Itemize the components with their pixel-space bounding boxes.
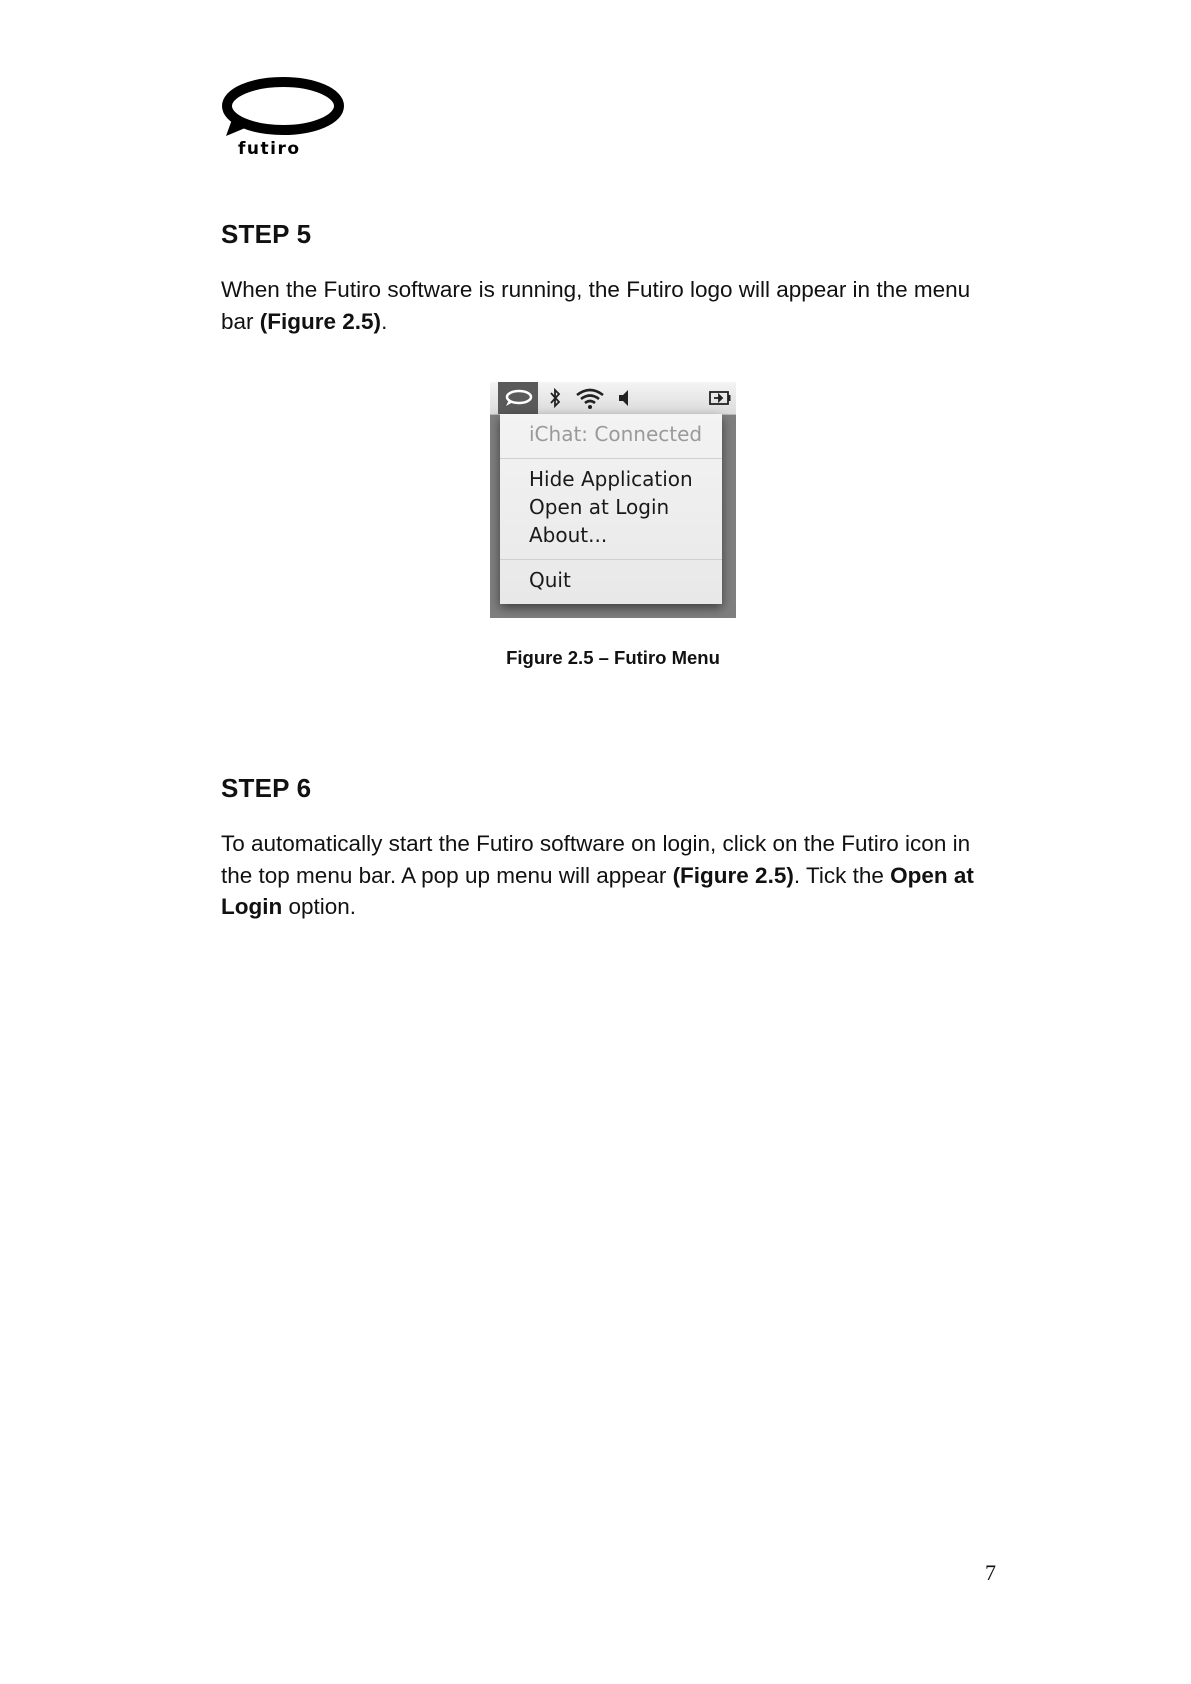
menu-item-hide-application[interactable]: Hide Application (529, 467, 693, 491)
futiro-speech-bubble-icon (220, 76, 350, 158)
menu-item-ichat-status: iChat: Connected (529, 422, 703, 446)
wifi-icon[interactable] (572, 382, 608, 414)
page-number: 7 (985, 1560, 996, 1585)
futiro-menubar-icon[interactable] (498, 382, 538, 414)
menu-separator (500, 559, 722, 560)
futiro-menu-screenshot (490, 382, 736, 618)
futiro-logo (220, 76, 350, 158)
battery-icon[interactable] (708, 382, 732, 414)
step-6-open-at-login-ref: Open at Login (221, 862, 974, 919)
step-5-title: STEP 5 (221, 219, 312, 249)
step-5-text-2: . (381, 308, 388, 334)
logo-wordmark: futiro (238, 139, 301, 158)
bluetooth-icon[interactable] (544, 382, 566, 414)
menu-separator (500, 458, 722, 459)
menu-item-about[interactable]: About... (529, 523, 608, 547)
volume-icon[interactable] (612, 382, 636, 414)
futiro-dropdown-menu (500, 414, 722, 604)
step-5-figure-ref: (Figure 2.5) (259, 308, 382, 334)
menu-item-open-at-login[interactable]: Open at Login (529, 495, 670, 519)
menu-item-quit[interactable]: Quit (529, 568, 571, 592)
step-5-text-1: When the Futiro software is running, the Futiro logo will appear in the menu bar (221, 277, 971, 334)
figure-caption: Figure 2.5 – Futiro Menu (506, 647, 720, 668)
menu-bar (490, 382, 736, 415)
step-6-paragraph (221, 828, 1001, 923)
step-5-paragraph (221, 274, 1001, 337)
step-6-text-2: . Tick the (793, 862, 891, 888)
step-6-figure-ref: (Figure 2.5) (672, 862, 794, 888)
step-6-text-1: To automatically start the Futiro software on login, click on the Futiro icon in the top menu bar. A pop up menu will appear (221, 831, 971, 888)
step-6-title: STEP 6 (221, 773, 312, 803)
step-6-text-3: option. (282, 894, 357, 919)
